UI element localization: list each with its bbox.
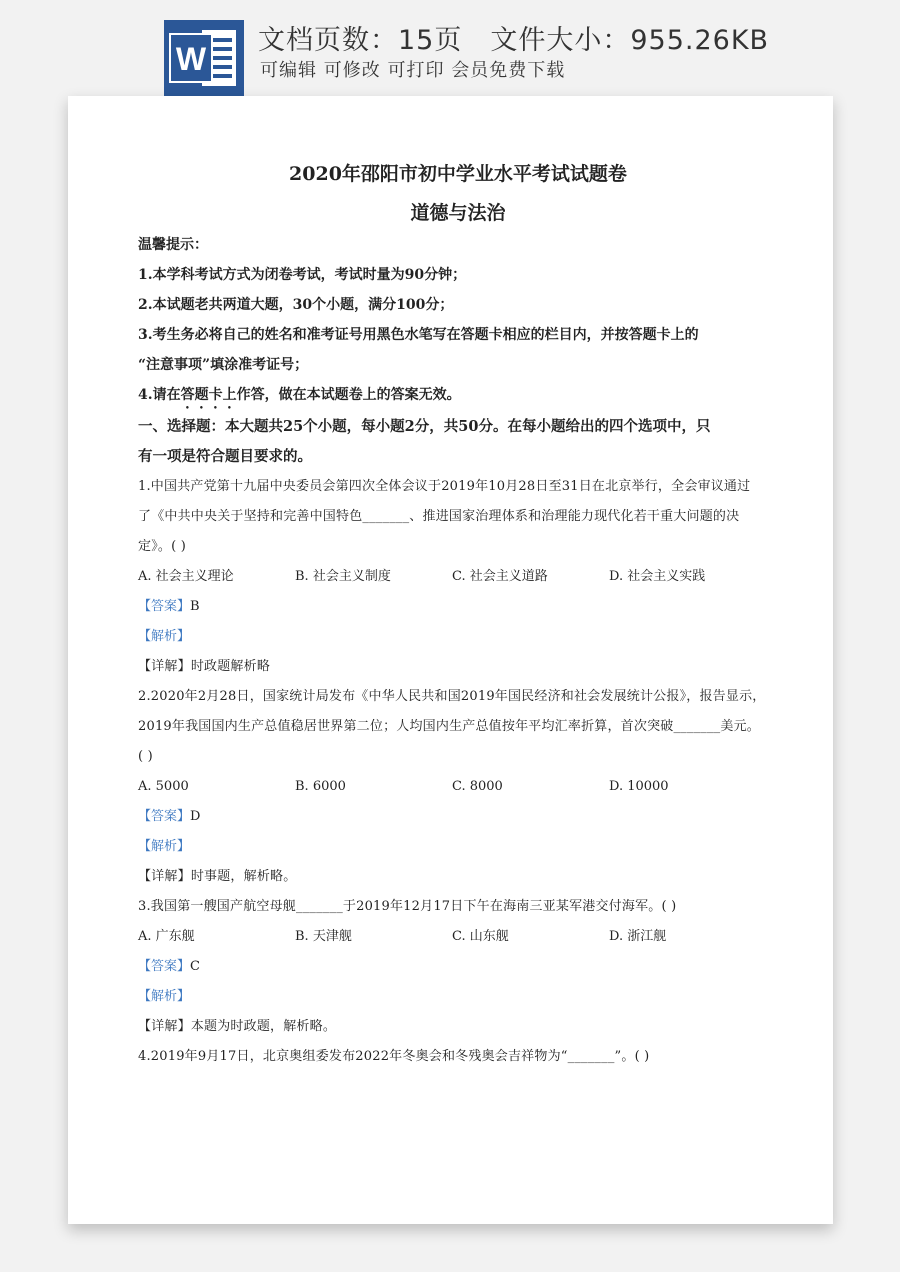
question-2-line-3: ( ) [138,749,153,764]
detail-text: 本题为时政题，解析略。 [190,1019,337,1034]
exam-title: 2020年邵阳市初中学业水平考试试题卷 [289,163,627,185]
detail-label: 【详解】 [138,869,191,884]
word-document-icon [164,20,244,96]
option-d: D. 社会主义实践 [609,569,706,584]
notice-4-emphasis: 答题卡上 [180,387,237,403]
feature-editable: 可编辑 [260,60,317,81]
notice-heading: 温馨提示： [138,237,208,253]
option-d: D. 10000 [609,779,669,794]
notice-4 [138,380,778,412]
question-2-line-2: 2019年我国国内生产总值稳居世界第二位；人均国内生产总值按年平均汇率折算，首次突破_______美元。 [138,719,760,734]
question-1 [138,472,778,682]
question-1-line-2: 了《中共中央关于坚持和完善中国特色_______、推进国家治理体系和治理能力现代化若干重大问题的决 [138,509,740,524]
question-2-options [138,772,778,802]
question-1-analysis: 【解析】 [138,629,191,644]
download-banner [0,0,900,100]
question-1-line-1: 1.中国共产党第十九届中央委员会第四次全体会议于2019年10月28日至31日在北京举行，全会审议通过 [138,479,751,494]
answer-label: 【答案】 [138,599,191,614]
document-page [68,96,833,1224]
option-a: A. 社会主义理论 [138,569,234,584]
answer-label: 【答案】 [138,809,191,824]
option-c: C. 山东舰 [452,929,509,944]
option-d: D. 浙江舰 [609,929,667,944]
question-2-answer [138,802,778,832]
question-3-answer [138,952,778,982]
file-size: 文件大小：955.26KB [490,25,770,56]
page-count: 文档页数：15页 [258,25,463,56]
word-letter: W [175,41,207,77]
question-3-detail [138,1012,778,1042]
option-c: C. 8000 [452,779,503,794]
answer-value: C [190,959,200,974]
notice-4-suffix: 作答，做在本试题卷上的答案无效。 [236,387,461,403]
question-2-line-1: 2.2020年2月28日，国家统计局发布《中华人民共和国2019年国民经济和社会发展统计公报》，报告显示， [138,689,766,704]
detail-text: 时事题，解析略。 [190,869,297,884]
question-2 [138,682,778,892]
option-a: A. 5000 [138,779,189,794]
question-1-line-3: 定》。( ) [138,539,186,554]
option-c: C. 社会主义道路 [452,569,548,584]
feature-printable: 可打印 [387,60,445,81]
question-2-detail [138,862,778,892]
detail-label: 【详解】 [138,1019,191,1034]
banner-title [258,18,769,57]
question-1-detail [138,652,778,682]
document-content [138,156,778,1072]
notice-2: 2.本试题老共两道大题，30个小题，满分100分； [138,297,454,313]
feature-member-download: 会员免费下载 [451,60,566,81]
exam-subject: 道德与法治 [410,202,506,224]
notice-1: 1.本学科考试方式为闭卷考试，考试时量为90分钟； [138,267,467,283]
notice-4-prefix: 4.请在 [138,387,181,403]
question-1-answer [138,592,778,622]
question-4-line-1: 4.2019年9月17日，北京奥组委发布2022年冬奥会和冬残奥会吉祥物为“_______”。( ) [138,1049,650,1064]
notice-3: 3.考生务必将自己的姓名和准考证号用黑色水笔写在答题卡相应的栏目内，并按答题卡上的 [138,327,699,343]
question-3-line-1: 3.我国第一艘国产航空母舰_______于2019年12月17日下午在海南三亚某军港交付海军。( ) [138,899,677,914]
option-b: B. 天津舰 [295,929,352,944]
question-1-options [138,562,778,592]
option-b: B. 社会主义制度 [295,569,391,584]
feature-list [260,56,565,82]
question-3 [138,892,778,1042]
option-b: B. 6000 [295,779,346,794]
option-a: A. 广东舰 [138,929,195,944]
answer-label: 【答案】 [138,959,191,974]
question-3-analysis: 【解析】 [138,989,191,1004]
question-3-options [138,922,778,952]
notice-3-cont: “注意事项”填涂准考证号； [138,357,309,373]
detail-label: 【详解】 [138,659,191,674]
answer-value: B [190,599,200,614]
feature-modifiable: 可修改 [323,60,381,81]
answer-value: D [190,809,201,824]
question-2-analysis: 【解析】 [138,839,191,854]
detail-text: 时政题解析略 [190,659,271,674]
section-heading-1: 一、选择题：本大题共25个小题，每小题2分，共50分。在每小题给出的四个选项中，只 [138,418,711,435]
section-heading-2: 有一项是符合题目要求的。 [138,448,312,465]
